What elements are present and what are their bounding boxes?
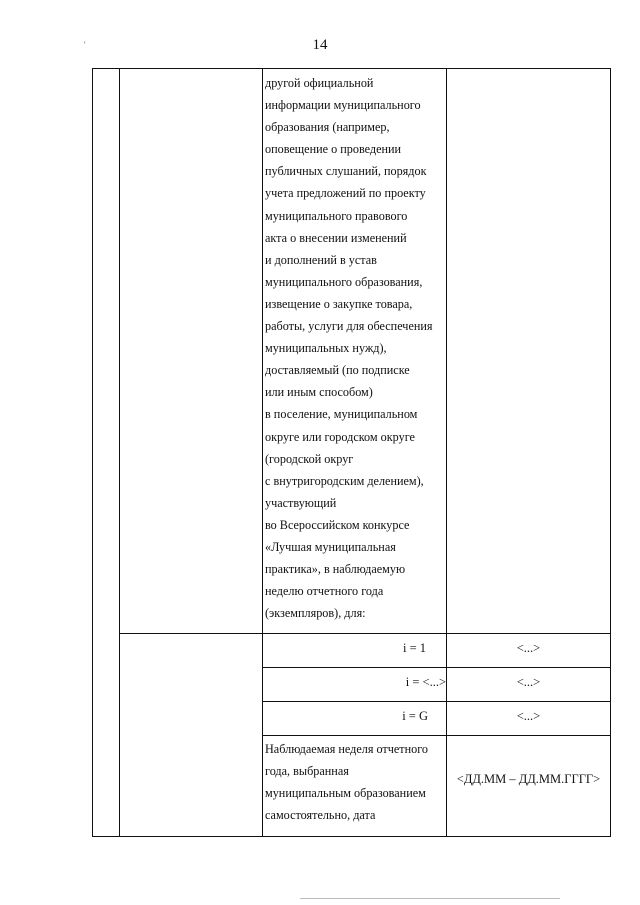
description-line: муниципального правового: [265, 208, 408, 223]
description-line: неделю отчетного года: [265, 584, 384, 599]
description-line: с внутригородским делением),: [265, 473, 424, 488]
row-value-i-ellipsis: <...>: [516, 675, 541, 689]
description-line: публичных слушаний, порядок: [265, 164, 427, 179]
scan-artifact-line: [300, 898, 560, 899]
table-row-divider-4: [262, 735, 611, 736]
description-line: доставляемый (по подписке: [265, 363, 410, 378]
description-line: акта о внесении изменений: [265, 230, 407, 245]
table-border-bottom: [92, 836, 611, 837]
description-cell: [265, 72, 433, 624]
description-line: округе или городском округе: [265, 429, 415, 444]
week-row-line: года, выбранная: [265, 764, 349, 779]
description-line: практика», в наблюдаемую: [265, 562, 406, 577]
row-value-i1: <...>: [516, 641, 541, 655]
table-border-left: [92, 68, 93, 837]
description-line: муниципальных нужд),: [265, 341, 387, 356]
description-line: извещение о закупке товара,: [265, 296, 413, 311]
description-line: другой официальной: [265, 76, 374, 90]
description-line: (экземпляров), для:: [265, 606, 366, 621]
page-number: 14: [312, 37, 328, 53]
table-border-top: [92, 68, 611, 69]
row-label-iG: i = G: [402, 709, 428, 723]
description-line: муниципального образования,: [265, 274, 423, 289]
corner-mark: ʻ: [83, 40, 87, 51]
description-line: работы, услуги для обеспечения: [265, 319, 433, 334]
description-line: участвующий: [265, 495, 337, 510]
description-line: образования (например,: [265, 120, 390, 135]
table-col-divider-1: [119, 68, 120, 837]
table-border-right: [610, 68, 611, 837]
week-row-value: <ДД.ММ – ДД.ММ.ГГГГ>: [456, 772, 601, 786]
description-line: в поселение, муниципальном: [265, 407, 418, 422]
description-line: учета предложений по проекту: [265, 186, 426, 201]
table-col-divider-2: [262, 68, 263, 837]
week-row-line: Наблюдаемая неделя отчетного: [265, 742, 429, 756]
description-line: (городской округ: [265, 451, 354, 466]
description-line: оповещение о проведении: [265, 142, 402, 157]
row-label-i-ellipsis: i = <...>: [405, 675, 446, 689]
week-row-line: муниципальным образованием: [265, 786, 426, 801]
row-value-iG: <...>: [516, 709, 541, 723]
table-row-divider-2: [262, 667, 611, 668]
row-label-i1: i = 1: [402, 641, 426, 655]
table-row-divider-3: [262, 701, 611, 702]
week-row-line: самостоятельно, дата: [265, 808, 376, 823]
description-line: и дополнений в устав: [265, 252, 377, 267]
week-row-label: [265, 738, 428, 826]
description-line: «Лучшая муниципальная: [265, 539, 396, 554]
description-line: информации муниципального: [265, 98, 421, 113]
description-line: или иным способом): [265, 385, 373, 400]
description-line: во Всероссийском конкурсе: [265, 517, 410, 532]
table-row-divider-1: [119, 633, 611, 634]
